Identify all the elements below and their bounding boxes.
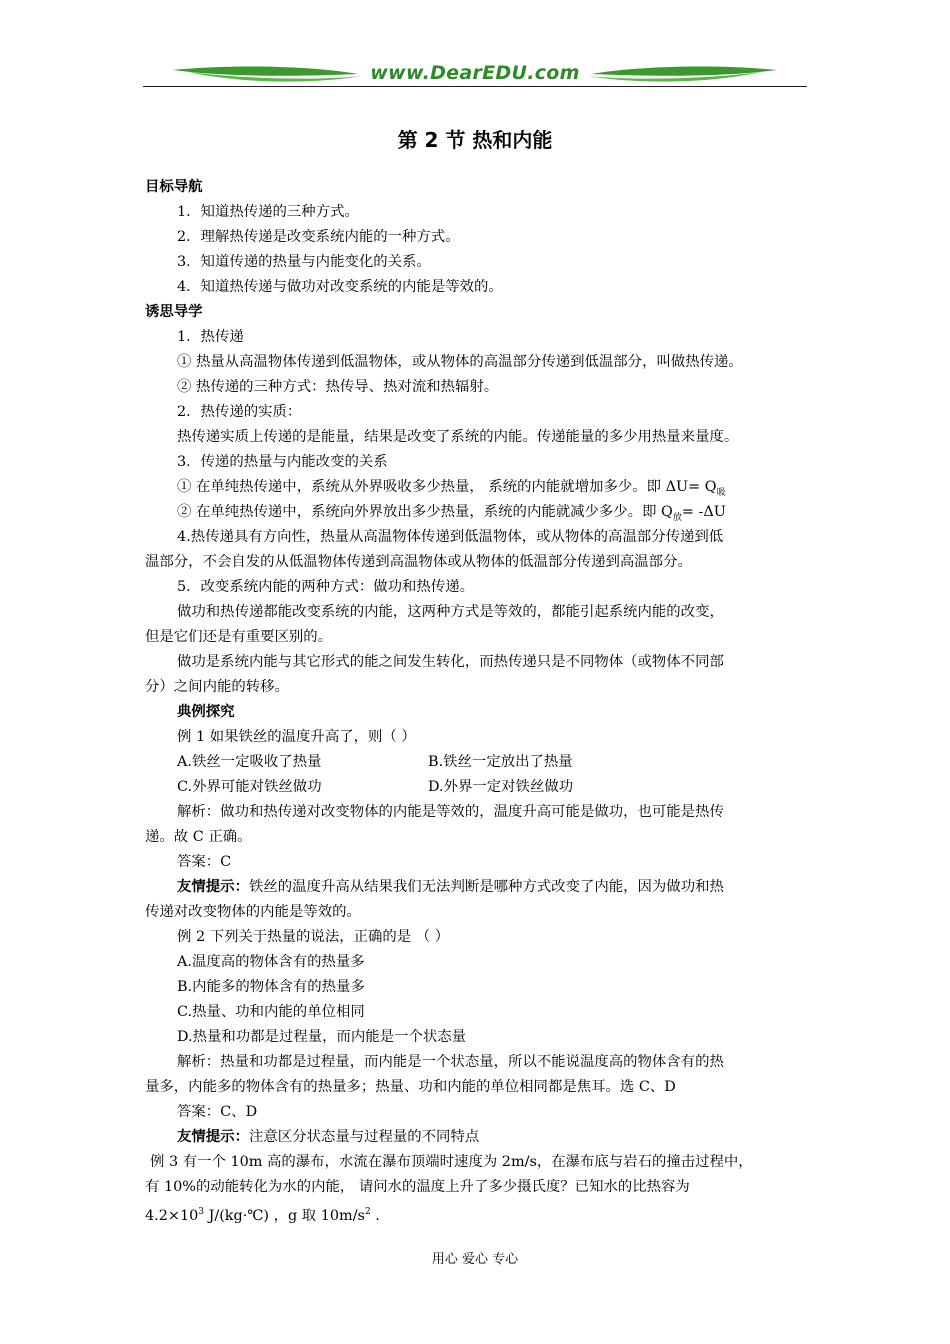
analysis-text: 量多，内能多的物体含有的热量多；热量、功和内能的单位相同都是焦耳。选 C、D bbox=[145, 1079, 676, 1095]
analysis-text: 解析：做功和热传递对改变物体的内能是等效的，温度升高可能是做功，也可能是热传 bbox=[177, 804, 724, 820]
option-a: A.温度高的物体含有的热量多 bbox=[177, 954, 365, 970]
option-b: B.内能多的物体含有的热量多 bbox=[177, 979, 365, 995]
guide-line: 做功是系统内能与其它形式的能之间发生转化，而热传递只是不同物体（或物体不同部 bbox=[177, 654, 724, 670]
formula-text: . bbox=[370, 1207, 380, 1224]
superscript: 3 bbox=[198, 1207, 204, 1217]
guide-line: 5．改变系统内能的两种方式：做功和热传递。 bbox=[177, 579, 474, 595]
guide-line: 做功和热传递都能改变系统的内能，这两种方式是等效的，都能引起系统内能的改变， bbox=[177, 604, 724, 620]
option-d: D.热量和功都是过程量，而内能是一个状态量 bbox=[177, 1029, 467, 1045]
subscript: 吸 bbox=[716, 487, 726, 498]
tip-text: 铁丝的温度升高从结果我们无法判断是哪种方式改变了内能，因为做功和热 bbox=[248, 879, 724, 895]
section-heading-guide: 诱思导学 bbox=[145, 304, 203, 320]
page-title: 第 2 节 热和内能 bbox=[397, 128, 553, 152]
site-logo: www.DearEDU.com bbox=[370, 62, 580, 84]
guide-line bbox=[177, 477, 726, 503]
goal-item: 2．理解热传递是改变系统内能的一种方式。 bbox=[177, 229, 460, 245]
option-a: A.铁丝一定吸收了热量 bbox=[177, 754, 322, 770]
page-footer: 用心 爱心 专心 bbox=[431, 1252, 519, 1267]
goal-item: 3．知道传递的热量与内能变化的关系。 bbox=[177, 254, 431, 270]
guide-line: 分）之间内能的转移。 bbox=[145, 679, 289, 695]
formula-text: 4.2×10 bbox=[145, 1207, 199, 1224]
tip-label: 友情提示： bbox=[177, 1129, 249, 1145]
guide-line: ② 热传递的三种方式：热传导、热对流和热辐射。 bbox=[177, 379, 499, 395]
guide-line bbox=[177, 502, 726, 528]
option-b: B.铁丝一定放出了热量 bbox=[428, 754, 573, 770]
example-question: 例 2 下列关于热量的说法，正确的是 （ ） bbox=[177, 929, 450, 945]
answer-text: 答案：C、D bbox=[177, 1104, 258, 1120]
header-banner bbox=[143, 58, 807, 92]
guide-line: 2．热传递的实质： bbox=[177, 404, 302, 420]
header-rule bbox=[143, 86, 807, 87]
subscript: 放 bbox=[672, 512, 682, 523]
formula-text: J/(kg·℃) ，g 取 10m/s bbox=[204, 1207, 365, 1224]
guide-line: ① 热量从高温物体传递到低温物体，或从物体的高温部分传递到低温部分，叫做热传递。 bbox=[177, 354, 743, 370]
tip-line bbox=[177, 1127, 479, 1147]
guide-text: ① 在单纯热传递中，系统从外界吸收多少热量， 系统的内能就增加多少。即 ΔU= Q bbox=[177, 479, 717, 495]
analysis-text: 解析：热量和功都是过程量，而内能是一个状态量，所以不能说温度高的物体含有的热 bbox=[177, 1054, 724, 1070]
analysis-text: 递。故 C 正确。 bbox=[145, 829, 252, 845]
tip-text: 传递对改变物体的内能是等效的。 bbox=[145, 904, 361, 920]
guide-text: = -ΔU bbox=[681, 504, 726, 520]
example-question: 例 3 有一个 10m 高的瀑布，水流在瀑布顶端时速度为 2m/s，在瀑布底与岩石的撞击过程中， bbox=[150, 1154, 753, 1170]
guide-text: ② 在单纯热传递中，系统向外界放出多少热量，系统的内能就减少多少。即 Q bbox=[177, 504, 673, 520]
example-question: 有 10%的动能转化为水的内能， 请问水的温度上升了多少摄氏度？已知水的比热容为 bbox=[145, 1179, 690, 1195]
guide-line: 热传递实质上传递的是能量，结果是改变了系统的内能。传递能量的多少用热量来量度。 bbox=[177, 429, 739, 445]
guide-line: 温部分，不会自发的从低温物体传递到高温物体或从物体的低温部分传递到高温部分。 bbox=[145, 554, 692, 570]
guide-line: 3．传递的热量与内能改变的关系 bbox=[177, 454, 388, 470]
section-heading-goals: 目标导航 bbox=[145, 179, 203, 195]
example-question: 例 1 如果铁丝的温度升高了，则（ ） bbox=[177, 729, 416, 745]
tip-label: 友情提示： bbox=[177, 879, 249, 895]
option-d: D.外界一定对铁丝做功 bbox=[428, 779, 574, 795]
tip-line bbox=[177, 877, 724, 897]
guide-line: 4.热传递具有方向性，热量从高温物体传递到低温物体，或从物体的高温部分传递到低 bbox=[177, 529, 724, 545]
answer-text: 答案：C bbox=[177, 854, 232, 870]
tip-text: 注意区分状态量与过程量的不同特点 bbox=[248, 1129, 480, 1145]
goal-item: 4．知道热传递与做功对改变系统的内能是等效的。 bbox=[177, 279, 503, 295]
goal-item: 1．知道热传递的三种方式。 bbox=[177, 204, 359, 220]
superscript: 2 bbox=[364, 1207, 371, 1217]
option-c: C.外界可能对铁丝做功 bbox=[177, 779, 322, 795]
section-heading-examples: 典例探究 bbox=[177, 704, 235, 720]
example-question bbox=[145, 1202, 380, 1226]
guide-line: 1．热传递 bbox=[177, 329, 244, 345]
option-c: C.热量、功和内能的单位相同 bbox=[177, 1004, 365, 1020]
guide-line: 但是它们还是有重要区别的。 bbox=[145, 629, 333, 645]
